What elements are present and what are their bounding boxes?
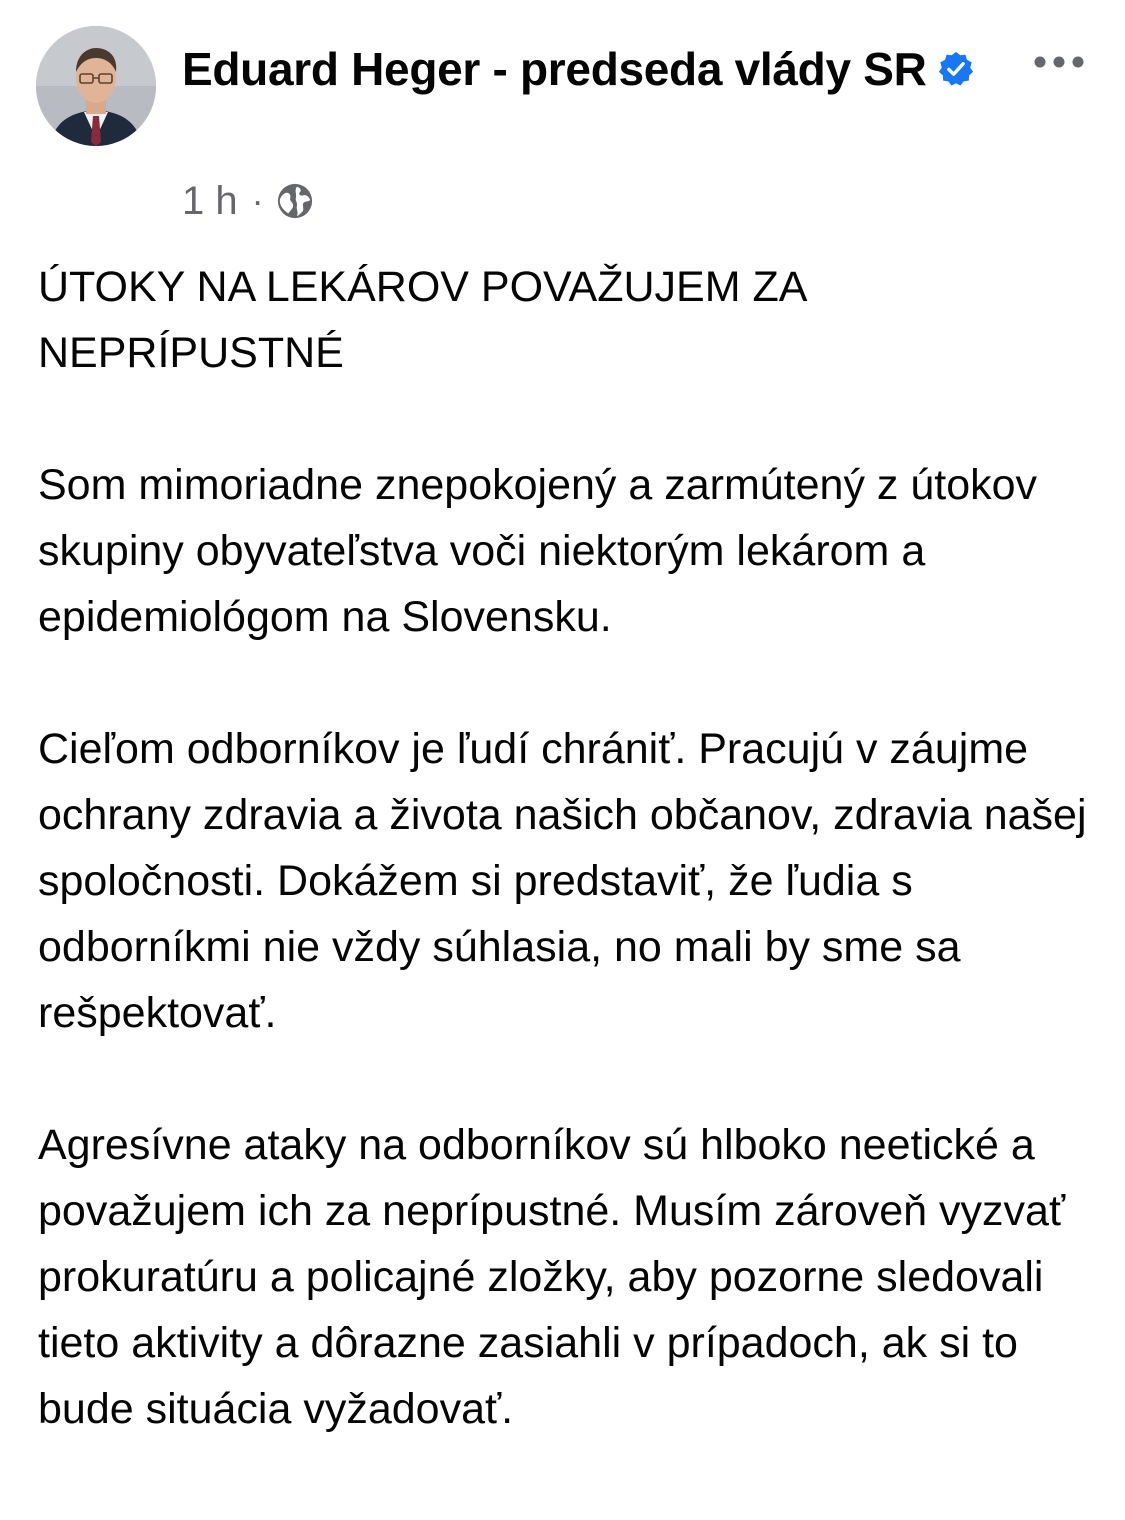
author-avatar[interactable] [36, 26, 156, 146]
author-name-text[interactable]: Eduard Heger - predseda vlády SR [182, 43, 927, 95]
post-body [38, 254, 1098, 1442]
verified-badge-icon [937, 50, 975, 88]
post-headline: ÚTOKY NA LEKÁROV POVAŽUJEM ZA NEPRÍPUSTNÉ [38, 263, 806, 377]
avatar-photo-icon [36, 26, 156, 146]
post-header [0, 0, 1125, 240]
more-options-button[interactable] [1028, 42, 1090, 82]
post-paragraph: Agresívne ataky na odborníkov sú hlboko neetické a považujem ich za neprípustné. Musím zároveň vyzvať prokuratúru a policajné zložky, aby pozorne sledovali tieto aktivity a dôrazne zasiahli v prípadoch, ak si to bude situácia vyžadovať. [38, 1121, 1066, 1433]
more-options-icon [1028, 42, 1090, 82]
post-meta [182, 176, 314, 226]
post-timestamp[interactable]: 1 h [182, 178, 238, 223]
post-paragraph: Cieľom odborníkov je ľudí chrániť. Pracujú v záujme ochrany zdravia a života našich občanov, zdravia našej spoločnosti. Dokážem si predstaviť, že ľudia s odborníkmi nie vždy súhlasia, no mali by sme sa rešpektovať. [38, 725, 1087, 1037]
meta-separator: · [251, 180, 264, 221]
globe-icon[interactable] [276, 182, 314, 220]
author-name[interactable] [182, 36, 982, 102]
post-paragraph: Som mimoriadne znepokojený a zarmútený z útokov skupiny obyvateľstva voči niektorým lekárom a epidemiológom na Slovensku. [38, 461, 1038, 641]
